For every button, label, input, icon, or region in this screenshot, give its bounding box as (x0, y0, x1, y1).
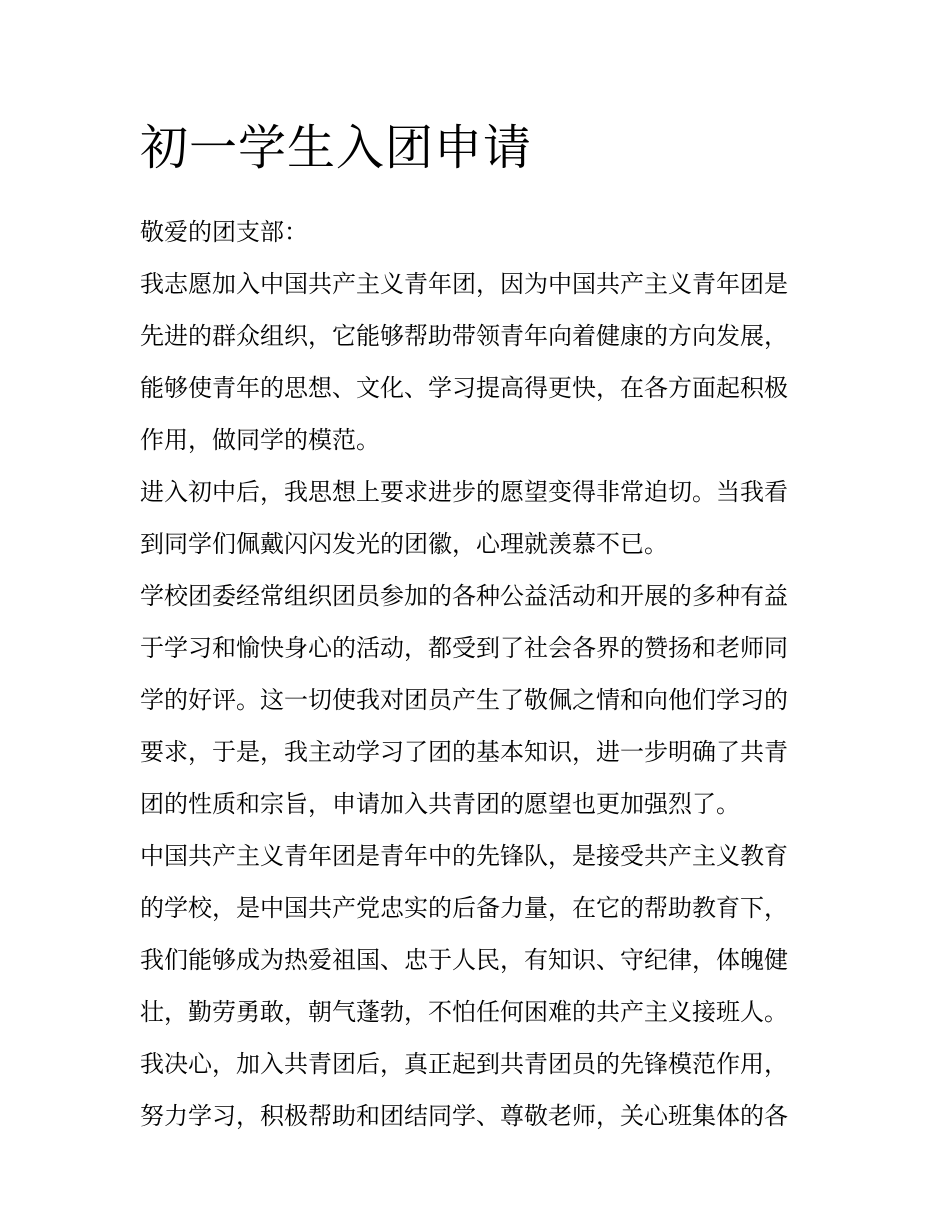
paragraph-line: 中国共产主义青年团是青年中的先锋队，是接受共产主义教育 (140, 842, 788, 870)
paragraph (140, 830, 820, 1038)
paragraph (140, 258, 820, 466)
salutation: 敬爱的团支部： (140, 218, 308, 246)
paragraph-line: 我志愿加入中国共产主义青年团，因为中国共产主义青年团是 (140, 270, 788, 298)
paragraph-line: 学的好评。这一切使我对团员产生了敬佩之情和向他们学习的 (140, 686, 788, 714)
paragraph-line: 进入初中后，我思想上要求进步的愿望变得非常迫切。当我看 (140, 478, 788, 506)
paragraph-line: 的学校，是中国共产党忠实的后备力量，在它的帮助教育下， (140, 894, 788, 922)
paragraph-line: 壮，勤劳勇敢，朝气蓬勃，不怕任何困难的共产主义接班人。 (140, 998, 788, 1026)
paragraph-line: 于学习和愉快身心的活动，都受到了社会各界的赞扬和老师同 (140, 634, 788, 662)
paragraph-line: 先进的群众组织，它能够帮助带领青年向着健康的方向发展， (140, 322, 788, 350)
document-content (140, 112, 820, 1142)
paragraph (140, 466, 820, 570)
document-title: 初一学生入团申请 (140, 120, 533, 176)
paragraph-line: 团的性质和宗旨，申请加入共青团的愿望也更加强烈了。 (140, 790, 740, 818)
paragraph (140, 570, 820, 830)
paragraph-line: 要求，于是，我主动学习了团的基本知识，进一步明确了共青 (140, 738, 788, 766)
paragraph (140, 1038, 820, 1142)
paragraph-line: 能够使青年的思想、文化、学习提高得更快，在各方面起积极 (140, 374, 788, 402)
paragraph-line: 我们能够成为热爱祖国、忠于人民，有知识、守纪律，体魄健 (140, 946, 788, 974)
paragraph-line: 作用，做同学的模范。 (140, 426, 380, 454)
paragraph-line: 我决心，加入共青团后，真正起到共青团员的先锋模范作用， (140, 1050, 788, 1078)
paragraph-line: 学校团委经常组织团员参加的各种公益活动和开展的多种有益 (140, 582, 788, 610)
paragraph-line: 努力学习，积极帮助和团结同学、尊敬老师，关心班集体的各 (140, 1102, 788, 1130)
paragraph-line: 到同学们佩戴闪闪发光的团徽，心理就羡慕不已。 (140, 530, 668, 558)
